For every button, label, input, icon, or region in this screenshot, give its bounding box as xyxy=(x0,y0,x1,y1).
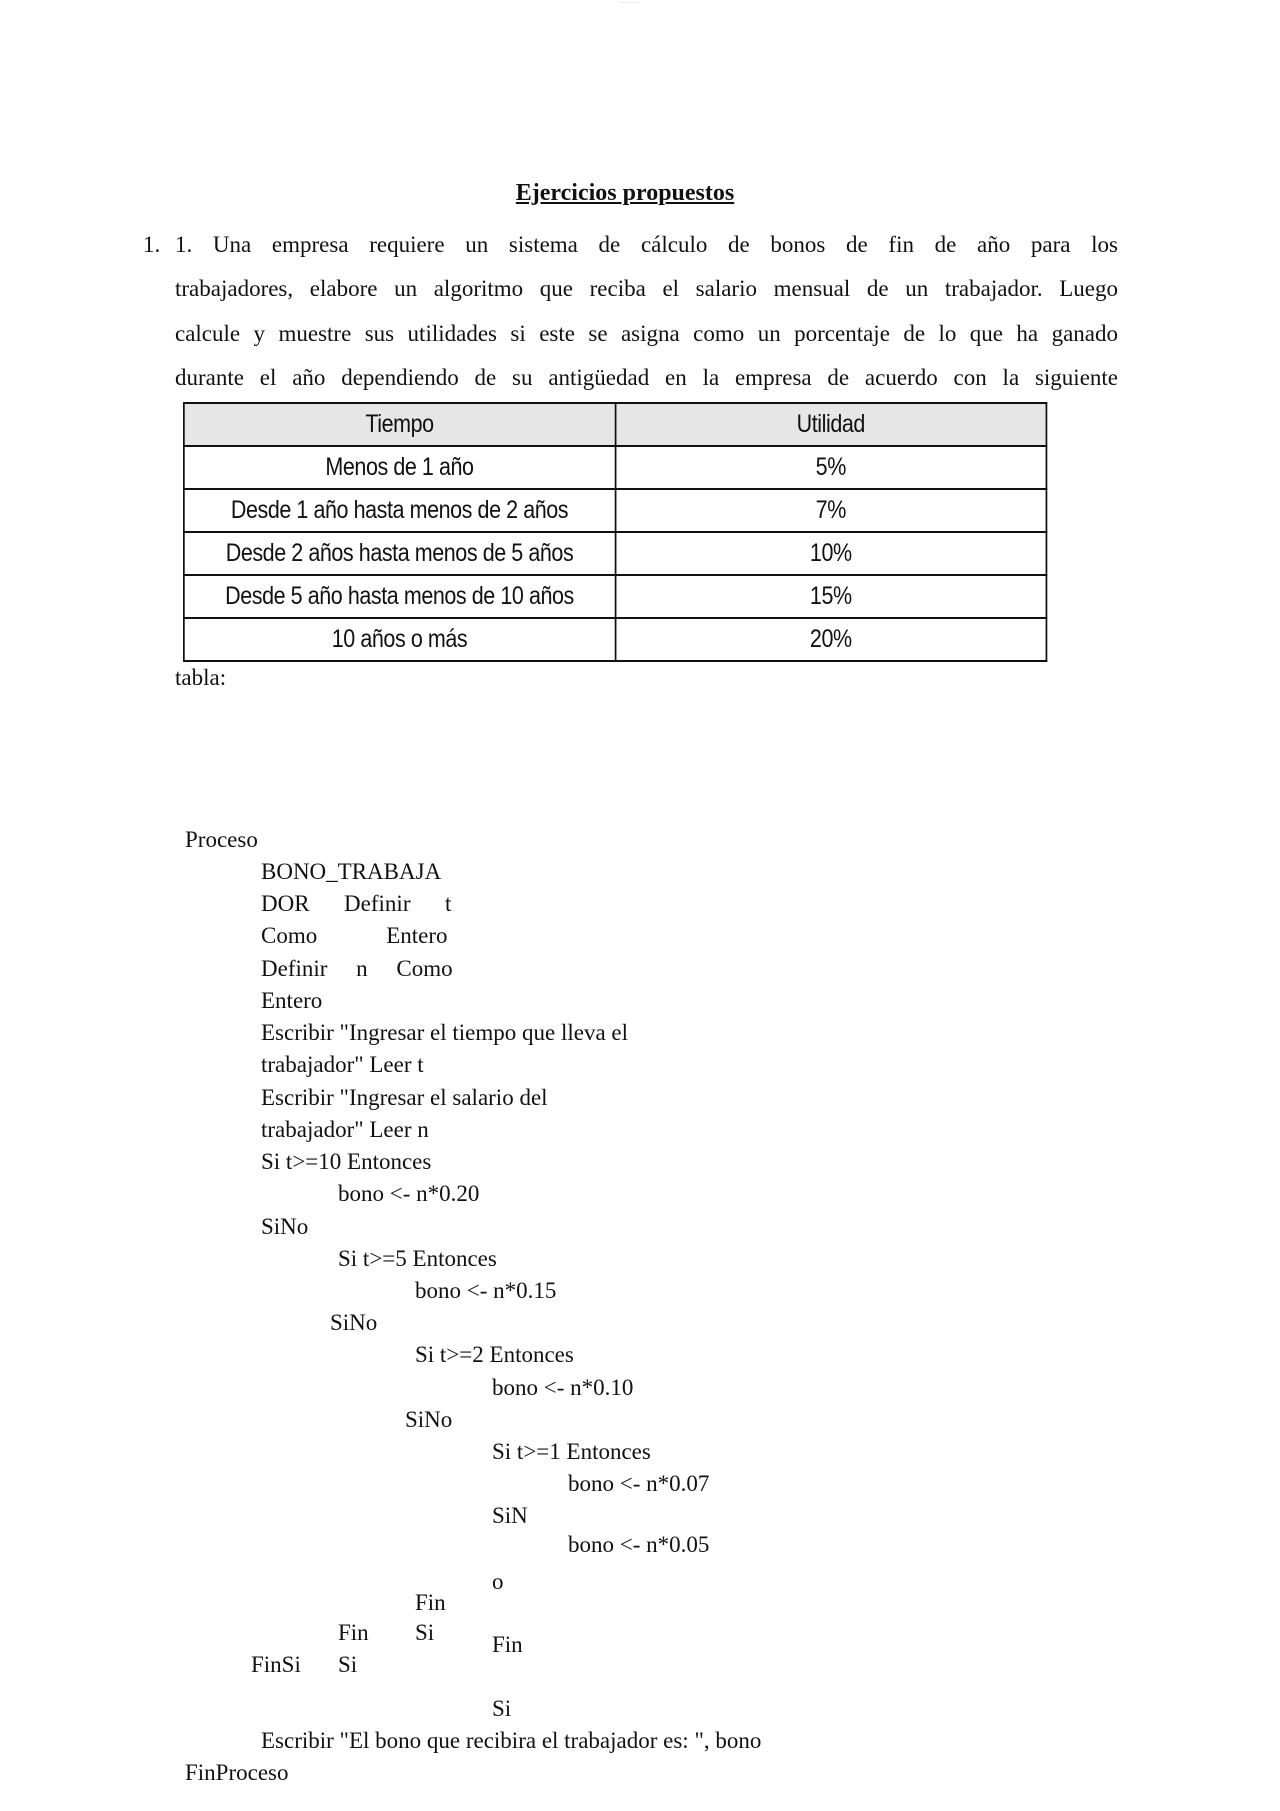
paragraph-line: durante el año dependiendo de su antigüedad en la empresa de acuerdo con la siguiente xyxy=(175,365,1118,390)
column-header-tiempo: Tiempo xyxy=(184,403,615,446)
paragraph-after-table: tabla: xyxy=(175,665,227,690)
code-line: bono <- n*0.15 xyxy=(415,1278,557,1303)
code-line: bono <- n*0.07 xyxy=(568,1471,710,1496)
code-line: FinProceso xyxy=(185,1760,289,1785)
paragraph-line: 1. Una empresa requiere un sistema de cálculo de bonos de fin de año para los xyxy=(175,232,1118,257)
cell-utilidad: 15% xyxy=(615,575,1046,618)
code-line: Entero xyxy=(261,988,323,1013)
code-line: bono <- n*0.05 xyxy=(568,1532,710,1557)
code-line: Si xyxy=(492,1696,512,1721)
cell-utilidad: 20% xyxy=(615,618,1046,661)
table-row xyxy=(184,575,1047,618)
column-header-utilidad: Utilidad xyxy=(615,403,1046,446)
cell-utilidad: 5% xyxy=(615,446,1046,489)
code-line: Si xyxy=(338,1652,358,1677)
code-line: Escribir "El bono que recibira el trabajador es: ", bono xyxy=(261,1728,762,1753)
code-line: SiNo xyxy=(405,1407,453,1432)
list-marker: 1. xyxy=(143,232,161,257)
code-line: Escribir "Ingresar el tiempo que lleva el xyxy=(261,1020,629,1045)
code-line: trabajador" Leer n xyxy=(261,1117,429,1142)
code-line: DOR Definir t xyxy=(261,891,452,916)
code-line: o xyxy=(492,1569,504,1594)
code-line: Si t>=10 Entonces xyxy=(261,1149,432,1174)
cell-tiempo: Menos de 1 año xyxy=(184,446,615,489)
code-line: SiNo xyxy=(261,1214,309,1239)
code-line: Si t>=1 Entonces xyxy=(492,1439,651,1464)
code-line: Si xyxy=(415,1620,435,1645)
code-line: Como Entero xyxy=(261,923,448,948)
code-line: Definir n Como xyxy=(261,956,453,981)
code-line: Fin xyxy=(415,1590,446,1615)
code-line: Si t>=2 Entonces xyxy=(415,1342,574,1367)
paragraph-line: trabajadores, elabore un algoritmo que reciba el salario mensual de un trabajador. Luego xyxy=(175,276,1118,301)
code-line: Fin xyxy=(492,1632,523,1657)
paragraph-line: calcule y muestre sus utilidades si este se asigna como un porcentaje de lo que ha ganado xyxy=(175,321,1118,346)
code-line: Si t>=5 Entonces xyxy=(338,1246,497,1271)
code-line: FinSi xyxy=(251,1652,301,1677)
table-row xyxy=(184,446,1047,489)
code-line: bono <- n*0.20 xyxy=(338,1181,480,1206)
code-line: Fin xyxy=(338,1620,369,1645)
cell-utilidad: 7% xyxy=(615,489,1046,532)
code-line: Proceso xyxy=(185,827,258,852)
cell-tiempo: Desde 5 año hasta menos de 10 años xyxy=(184,575,615,618)
header-mark: — — — — — xyxy=(620,0,638,4)
table-row xyxy=(184,618,1047,661)
table-row xyxy=(184,489,1047,532)
cell-tiempo: 10 años o más xyxy=(184,618,615,661)
table-row xyxy=(184,532,1047,575)
utility-table xyxy=(183,402,1047,662)
code-line: Escribir "Ingresar el salario del xyxy=(261,1085,548,1110)
table-header-row xyxy=(184,403,1047,446)
cell-tiempo: Desde 2 años hasta menos de 5 años xyxy=(184,532,615,575)
code-line: trabajador" Leer t xyxy=(261,1052,424,1077)
code-line: SiN xyxy=(492,1503,528,1528)
code-line: BONO_TRABAJA xyxy=(261,859,442,884)
code-line: bono <- n*0.10 xyxy=(492,1375,634,1400)
cell-tiempo: Desde 1 año hasta menos de 2 años xyxy=(184,489,615,532)
cell-utilidad: 10% xyxy=(615,532,1046,575)
page-title: Ejercicios propuestos xyxy=(515,180,735,206)
code-line: SiNo xyxy=(330,1310,378,1335)
